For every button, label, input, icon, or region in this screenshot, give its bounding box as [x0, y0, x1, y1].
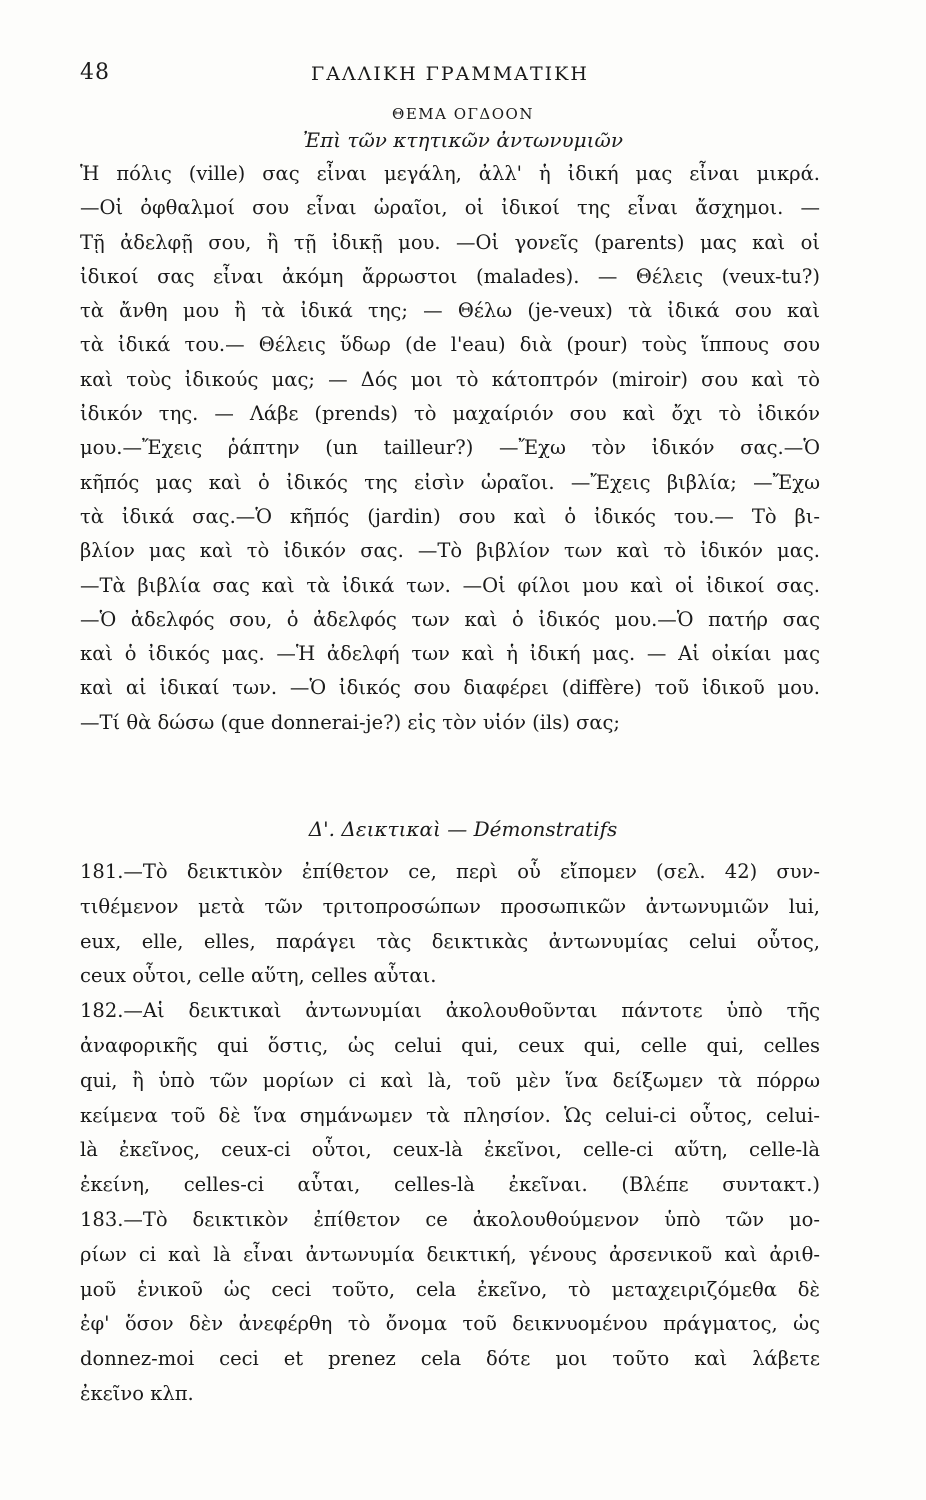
running-head — [80, 60, 820, 90]
text-line: Ἡ πόλις (ville) σας εἶναι μεγάλη, ἀλλ' ἡ ἰδική μας εἶναι μικρά. — [80, 162, 820, 185]
exercise-subtitle: Ἐπὶ τῶν κτητικῶν ἀντωνυμιῶν — [303, 128, 623, 152]
paragraph-182-line: là ἐκεῖνος, ceux-ci οὗτοι, ceux-là ἐκεῖνοι, celle-ci αὕτη, celle-là — [80, 1138, 820, 1162]
paragraph-182-line: 182.—Αἱ δεικτικαὶ ἀντωνυμίαι ἀκολουθοῦνται πάντοτε ὑπὸ τῆς — [80, 999, 820, 1023]
paragraph-182-line: qui, ἢ ὑπὸ τῶν μορίων ci καὶ là, τοῦ μὲν ἵνα δείξωμεν τὰ πόρρω — [80, 1068, 820, 1092]
text-line: —Ὁ ἀδελφός σου, ὁ ἀδελφός των καὶ ὁ ἰδικός μου.—Ὁ πατήρ σας — [80, 607, 820, 631]
paragraph-182-line: ἀναφορικῆς qui ὅστις, ὡς celui qui, ceux qui, celle qui, celles — [80, 1033, 820, 1057]
text-line: ἰδικοί σας εἶναι ἀκόμη ἄρρωστοι (malades). — Θέλεις (veux-tu?) — [80, 264, 820, 288]
text-line: —Τὰ βιβλία σας καὶ τὰ ἰδικά των. —Οἱ φίλοι μου καὶ οἱ ἰδικοί σας. — [80, 573, 820, 597]
paragraph-183-line: 183.—Τὸ δεικτικὸν ἐπίθετον ce ἀκολουθούμενον ὑπὸ τῶν μο- — [80, 1207, 820, 1231]
paragraph-183-line: ρίων ci καὶ là εἶναι ἀντωνυμία δεικτική, γένους ἀρσενικοῦ καὶ ἀριθ- — [80, 1242, 820, 1266]
paragraph-181-line: eux, elle, elles, παράγει τὰς δεικτικὰς ἀντωνυμίας celui οὗτος, — [80, 929, 820, 953]
text-line: μου.—Ἔχεις ῥάπτην (un tailleur?) —Ἔχω τὸν ἰδικόν σας.—Ὁ — [80, 436, 820, 460]
paragraph-183-line: ἐκεῖνο κλπ. — [80, 1381, 194, 1405]
exercise-title: ΘΕΜΑ ΟΓΔΟΟΝ — [392, 105, 534, 123]
demonstratives-heading: Δ'. Δεικτικαὶ — Démonstratifs — [308, 817, 618, 841]
text-line: τὰ ἰδικά του.— Θέλεις ὕδωρ (de l'eau) διὰ (pour) τοὺς ἵππους σου — [80, 333, 820, 357]
text-line: ἰδικόν της. — Λάβε (prends) τὸ μαχαίριόν σου καὶ ὄχι τὸ ἰδικόν — [80, 402, 820, 426]
paragraph-183-line: μοῦ ἑνικοῦ ὡς ceci τοῦτο, cela ἐκεῖνο, τὸ μεταχειριζόμεθα δὲ — [80, 1277, 820, 1301]
text-line: καὶ τοὺς ἰδικούς μας; — Δός μοι τὸ κάτοπτρόν (miroir) σου καὶ τὸ — [80, 367, 820, 391]
paragraph-182-line: ἐκείνη, celles-ci αὗται, celles-là ἐκεῖναι. (Βλέπε συντακτ.) — [80, 1173, 820, 1197]
exercise-text — [80, 157, 820, 740]
paragraph-181-line: τιθέμενον μετὰ τῶν τριτοπροσώπων προσωπικῶν ἀντωνυμιῶν lui, — [80, 894, 820, 918]
book-title: ΓΑΛΛΙΚΗ ΓΡΑΜΜΑΤΙΚΗ — [311, 63, 589, 85]
text-line: —Τί θὰ δώσω (que donnerai-je?) εἰς τὸν υἱόν (ils) σας; — [80, 710, 621, 734]
paragraph-181-line: 181.—Τὸ δεικτικὸν ἐπίθετον ce, περὶ οὗ εἴπομεν (σελ. 42) συν- — [80, 860, 820, 883]
paragraph-183-line: ἐφ' ὅσον δὲν ἀνεφέρθη τὸ ὄνομα τοῦ δεικνυομένου πράγματος, ὡς — [80, 1312, 820, 1336]
text-line: τὰ ἰδικά σας.—Ὁ κῆπός (jardin) σου καὶ ὁ ἰδικός του.— Τὸ βι- — [80, 504, 820, 528]
text-line: —Οἱ ὀφθαλμοί σου εἶναι ὡραῖοι, οἱ ἰδικοί της εἶναι ἄσχημοι. — — [80, 196, 820, 220]
demonstratives-text — [80, 855, 820, 1412]
paragraph-181-line: ceux οὗτοι, celle αὕτη, celles αὗται. — [80, 964, 437, 988]
paragraph-183-line: donnez-moi ceci et prenez cela δότε μοι τοῦτο καὶ λάβετε — [80, 1347, 820, 1371]
text-line: καὶ αἱ ἰδικαί των. —Ὁ ἰδικός σου διαφέρει (diffère) τοῦ ἰδικοῦ μου. — [80, 676, 820, 700]
paragraph-182-line: κείμενα τοῦ δὲ ἵνα σημάνωμεν τὰ πλησίον. Ὡς celui-ci οὗτος, celui- — [80, 1103, 820, 1127]
page-number: 48 — [80, 60, 110, 85]
text-line: τὰ ἄνθη μου ἢ τὰ ἰδικά της; — Θέλω (je-veux) τὰ ἰδικά σου καὶ — [80, 299, 820, 323]
text-line: Τῇ ἀδελφῇ σου, ἢ τῇ ἰδικῇ μου. —Οἱ γονεῖς (parents) μας καὶ οἱ — [80, 230, 820, 254]
text-line: καὶ ὁ ἰδικός μας. —Ἡ ἀδελφή των καὶ ἡ ἰδική μας. — Αἱ οἰκίαι μας — [80, 642, 820, 666]
text-line: κῆπός μας καὶ ὁ ἰδικός της εἰσὶν ὡραῖοι. —Ἔχεις βιβλία; —Ἔχω — [80, 470, 820, 494]
text-line: βλίον μας καὶ τὸ ἰδικόν σας. —Τὸ βιβλίον των καὶ τὸ ἰδικόν μας. — [80, 539, 820, 563]
